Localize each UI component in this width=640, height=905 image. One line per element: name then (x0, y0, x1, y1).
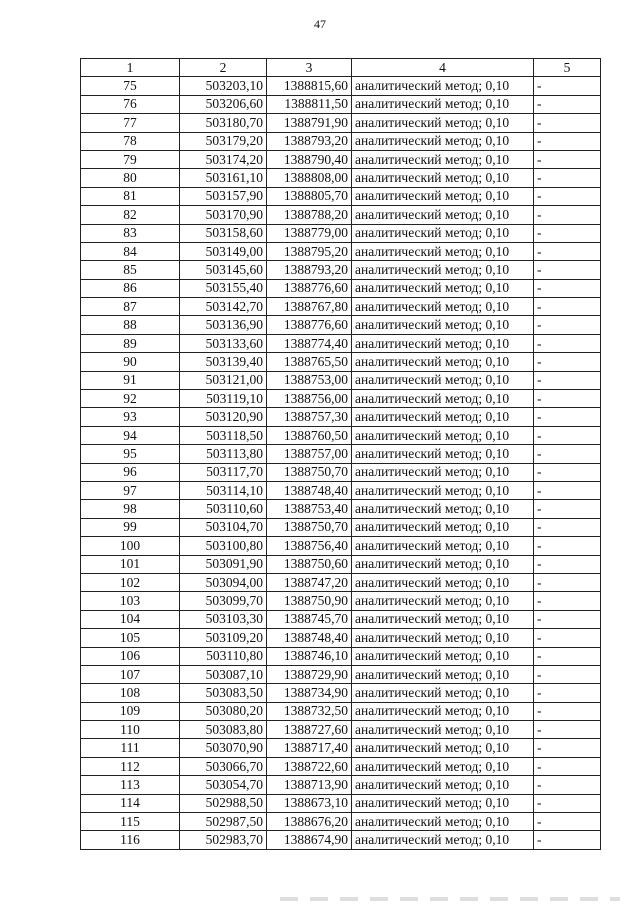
x-coordinate-cell: 503118,50 (180, 426, 267, 444)
y-coordinate-cell: 1388727,60 (267, 721, 352, 739)
method-cell: аналитический метод; 0,10 (352, 224, 534, 242)
x-coordinate-cell: 503110,60 (180, 500, 267, 518)
note-cell: - (534, 610, 601, 628)
point-number-cell: 110 (81, 721, 180, 739)
y-coordinate-cell: 1388753,00 (267, 371, 352, 389)
point-number-cell: 76 (81, 95, 180, 113)
x-coordinate-cell: 503104,70 (180, 518, 267, 536)
note-cell: - (534, 334, 601, 352)
note-cell: - (534, 150, 601, 168)
y-coordinate-cell: 1388765,50 (267, 353, 352, 371)
table-row (81, 463, 601, 481)
note-cell: - (534, 573, 601, 591)
table-row (81, 371, 601, 389)
point-number-cell: 77 (81, 114, 180, 132)
method-cell: аналитический метод; 0,10 (352, 187, 534, 205)
x-coordinate-cell: 502988,50 (180, 794, 267, 812)
table-row (81, 537, 601, 555)
x-coordinate-cell: 503121,00 (180, 371, 267, 389)
x-coordinate-cell: 503087,10 (180, 665, 267, 683)
table-row (81, 279, 601, 297)
note-cell: - (534, 371, 601, 389)
method-cell: аналитический метод; 0,10 (352, 371, 534, 389)
header-col-5: 5 (534, 59, 601, 77)
table-row (81, 169, 601, 187)
point-number-cell: 104 (81, 610, 180, 628)
note-cell: - (534, 481, 601, 499)
point-number-cell: 93 (81, 408, 180, 426)
point-number-cell: 115 (81, 813, 180, 831)
y-coordinate-cell: 1388791,90 (267, 114, 352, 132)
method-cell: аналитический метод; 0,10 (352, 242, 534, 260)
point-number-cell: 112 (81, 757, 180, 775)
coordinates-table (80, 58, 601, 850)
x-coordinate-cell: 503133,60 (180, 334, 267, 352)
note-cell: - (534, 537, 601, 555)
note-cell: - (534, 353, 601, 371)
method-cell: аналитический метод; 0,10 (352, 426, 534, 444)
point-number-cell: 90 (81, 353, 180, 371)
table-row (81, 242, 601, 260)
method-cell: аналитический метод; 0,10 (352, 408, 534, 426)
y-coordinate-cell: 1388790,40 (267, 150, 352, 168)
note-cell: - (534, 242, 601, 260)
table-row (81, 132, 601, 150)
x-coordinate-cell: 503110,80 (180, 647, 267, 665)
x-coordinate-cell: 503103,30 (180, 610, 267, 628)
y-coordinate-cell: 1388757,30 (267, 408, 352, 426)
note-cell: - (534, 776, 601, 794)
y-coordinate-cell: 1388793,20 (267, 132, 352, 150)
note-cell: - (534, 426, 601, 444)
point-number-cell: 98 (81, 500, 180, 518)
header-col-4: 4 (352, 59, 534, 77)
table-row (81, 776, 601, 794)
x-coordinate-cell: 503179,20 (180, 132, 267, 150)
note-cell: - (534, 463, 601, 481)
table-row (81, 334, 601, 352)
method-cell: аналитический метод; 0,10 (352, 610, 534, 628)
table-row (81, 316, 601, 334)
scan-artifact (280, 897, 620, 901)
method-cell: аналитический метод; 0,10 (352, 537, 534, 555)
table-row (81, 684, 601, 702)
table-row (81, 353, 601, 371)
point-number-cell: 92 (81, 390, 180, 408)
x-coordinate-cell: 503054,70 (180, 776, 267, 794)
y-coordinate-cell: 1388748,40 (267, 629, 352, 647)
x-coordinate-cell: 503155,40 (180, 279, 267, 297)
method-cell: аналитический метод; 0,10 (352, 702, 534, 720)
table-row (81, 224, 601, 242)
table-row (81, 445, 601, 463)
note-cell: - (534, 702, 601, 720)
note-cell: - (534, 279, 601, 297)
method-cell: аналитический метод; 0,10 (352, 298, 534, 316)
x-coordinate-cell: 503083,80 (180, 721, 267, 739)
method-cell: аналитический метод; 0,10 (352, 500, 534, 518)
y-coordinate-cell: 1388673,10 (267, 794, 352, 812)
y-coordinate-cell: 1388815,60 (267, 77, 352, 95)
note-cell: - (534, 813, 601, 831)
point-number-cell: 103 (81, 592, 180, 610)
method-cell: аналитический метод; 0,10 (352, 390, 534, 408)
y-coordinate-cell: 1388732,50 (267, 702, 352, 720)
x-coordinate-cell: 503114,10 (180, 481, 267, 499)
point-number-cell: 99 (81, 518, 180, 536)
y-coordinate-cell: 1388717,40 (267, 739, 352, 757)
note-cell: - (534, 665, 601, 683)
point-number-cell: 83 (81, 224, 180, 242)
method-cell: аналитический метод; 0,10 (352, 481, 534, 499)
method-cell: аналитический метод; 0,10 (352, 261, 534, 279)
point-number-cell: 82 (81, 206, 180, 224)
point-number-cell: 81 (81, 187, 180, 205)
y-coordinate-cell: 1388808,00 (267, 169, 352, 187)
y-coordinate-cell: 1388793,20 (267, 261, 352, 279)
method-cell: аналитический метод; 0,10 (352, 684, 534, 702)
y-coordinate-cell: 1388767,80 (267, 298, 352, 316)
table-body (81, 77, 601, 849)
x-coordinate-cell: 503206,60 (180, 95, 267, 113)
point-number-cell: 97 (81, 481, 180, 499)
point-number-cell: 96 (81, 463, 180, 481)
note-cell: - (534, 647, 601, 665)
method-cell: аналитический метод; 0,10 (352, 353, 534, 371)
table-row (81, 77, 601, 95)
point-number-cell: 105 (81, 629, 180, 647)
table-row (81, 757, 601, 775)
point-number-cell: 75 (81, 77, 180, 95)
method-cell: аналитический метод; 0,10 (352, 647, 534, 665)
table-row (81, 518, 601, 536)
note-cell: - (534, 114, 601, 132)
point-number-cell: 79 (81, 150, 180, 168)
note-cell: - (534, 298, 601, 316)
x-coordinate-cell: 503203,10 (180, 77, 267, 95)
x-coordinate-cell: 503174,20 (180, 150, 267, 168)
y-coordinate-cell: 1388756,40 (267, 537, 352, 555)
note-cell: - (534, 77, 601, 95)
header-col-2: 2 (180, 59, 267, 77)
x-coordinate-cell: 503161,10 (180, 169, 267, 187)
table-row (81, 150, 601, 168)
y-coordinate-cell: 1388750,60 (267, 555, 352, 573)
x-coordinate-cell: 503142,70 (180, 298, 267, 316)
x-coordinate-cell: 503119,10 (180, 390, 267, 408)
y-coordinate-cell: 1388747,20 (267, 573, 352, 591)
note-cell: - (534, 721, 601, 739)
x-coordinate-cell: 503149,00 (180, 242, 267, 260)
x-coordinate-cell: 503113,80 (180, 445, 267, 463)
header-col-1: 1 (81, 59, 180, 77)
x-coordinate-cell: 503066,70 (180, 757, 267, 775)
point-number-cell: 91 (81, 371, 180, 389)
note-cell: - (534, 95, 601, 113)
table-row (81, 555, 601, 573)
note-cell: - (534, 794, 601, 812)
table-row (81, 702, 601, 720)
point-number-cell: 107 (81, 665, 180, 683)
note-cell: - (534, 831, 601, 849)
table-row (81, 408, 601, 426)
y-coordinate-cell: 1388722,60 (267, 757, 352, 775)
point-number-cell: 111 (81, 739, 180, 757)
point-number-cell: 89 (81, 334, 180, 352)
method-cell: аналитический метод; 0,10 (352, 114, 534, 132)
point-number-cell: 80 (81, 169, 180, 187)
y-coordinate-cell: 1388713,90 (267, 776, 352, 794)
method-cell: аналитический метод; 0,10 (352, 316, 534, 334)
x-coordinate-cell: 503080,20 (180, 702, 267, 720)
point-number-cell: 86 (81, 279, 180, 297)
table-row (81, 610, 601, 628)
x-coordinate-cell: 502983,70 (180, 831, 267, 849)
table-row (81, 739, 601, 757)
point-number-cell: 88 (81, 316, 180, 334)
point-number-cell: 84 (81, 242, 180, 260)
point-number-cell: 85 (81, 261, 180, 279)
method-cell: аналитический метод; 0,10 (352, 592, 534, 610)
point-number-cell: 94 (81, 426, 180, 444)
x-coordinate-cell: 503117,70 (180, 463, 267, 481)
table-row (81, 573, 601, 591)
method-cell: аналитический метод; 0,10 (352, 739, 534, 757)
method-cell: аналитический метод; 0,10 (352, 169, 534, 187)
note-cell: - (534, 316, 601, 334)
method-cell: аналитический метод; 0,10 (352, 77, 534, 95)
y-coordinate-cell: 1388750,70 (267, 463, 352, 481)
y-coordinate-cell: 1388748,40 (267, 481, 352, 499)
table-row (81, 831, 601, 849)
method-cell: аналитический метод; 0,10 (352, 813, 534, 831)
point-number-cell: 101 (81, 555, 180, 573)
table-row (81, 426, 601, 444)
note-cell: - (534, 518, 601, 536)
x-coordinate-cell: 503091,90 (180, 555, 267, 573)
x-coordinate-cell: 502987,50 (180, 813, 267, 831)
y-coordinate-cell: 1388750,70 (267, 518, 352, 536)
x-coordinate-cell: 503139,40 (180, 353, 267, 371)
table-row (81, 114, 601, 132)
point-number-cell: 109 (81, 702, 180, 720)
y-coordinate-cell: 1388734,90 (267, 684, 352, 702)
table-row (81, 481, 601, 499)
note-cell: - (534, 757, 601, 775)
x-coordinate-cell: 503100,80 (180, 537, 267, 555)
y-coordinate-cell: 1388756,00 (267, 390, 352, 408)
table-row (81, 187, 601, 205)
y-coordinate-cell: 1388760,50 (267, 426, 352, 444)
x-coordinate-cell: 503145,60 (180, 261, 267, 279)
y-coordinate-cell: 1388746,10 (267, 647, 352, 665)
page-number: 47 (314, 17, 326, 31)
x-coordinate-cell: 503099,70 (180, 592, 267, 610)
point-number-cell: 108 (81, 684, 180, 702)
y-coordinate-cell: 1388674,90 (267, 831, 352, 849)
method-cell: аналитический метод; 0,10 (352, 555, 534, 573)
method-cell: аналитический метод; 0,10 (352, 831, 534, 849)
note-cell: - (534, 132, 601, 150)
header-col-3: 3 (267, 59, 352, 77)
point-number-cell: 114 (81, 794, 180, 812)
method-cell: аналитический метод; 0,10 (352, 95, 534, 113)
note-cell: - (534, 169, 601, 187)
x-coordinate-cell: 503109,20 (180, 629, 267, 647)
note-cell: - (534, 739, 601, 757)
table-row (81, 592, 601, 610)
point-number-cell: 102 (81, 573, 180, 591)
table-row (81, 721, 601, 739)
method-cell: аналитический метод; 0,10 (352, 206, 534, 224)
y-coordinate-cell: 1388753,40 (267, 500, 352, 518)
y-coordinate-cell: 1388788,20 (267, 206, 352, 224)
method-cell: аналитический метод; 0,10 (352, 665, 534, 683)
y-coordinate-cell: 1388811,50 (267, 95, 352, 113)
y-coordinate-cell: 1388795,20 (267, 242, 352, 260)
note-cell: - (534, 592, 601, 610)
x-coordinate-cell: 503157,90 (180, 187, 267, 205)
method-cell: аналитический метод; 0,10 (352, 445, 534, 463)
note-cell: - (534, 206, 601, 224)
note-cell: - (534, 684, 601, 702)
note-cell: - (534, 187, 601, 205)
x-coordinate-cell: 503180,70 (180, 114, 267, 132)
table-header-row (81, 59, 601, 77)
method-cell: аналитический метод; 0,10 (352, 279, 534, 297)
y-coordinate-cell: 1388676,20 (267, 813, 352, 831)
method-cell: аналитический метод; 0,10 (352, 132, 534, 150)
y-coordinate-cell: 1388774,40 (267, 334, 352, 352)
table-row (81, 261, 601, 279)
point-number-cell: 113 (81, 776, 180, 794)
point-number-cell: 116 (81, 831, 180, 849)
y-coordinate-cell: 1388729,90 (267, 665, 352, 683)
y-coordinate-cell: 1388745,70 (267, 610, 352, 628)
table-row (81, 629, 601, 647)
note-cell: - (534, 500, 601, 518)
x-coordinate-cell: 503083,50 (180, 684, 267, 702)
note-cell: - (534, 408, 601, 426)
note-cell: - (534, 555, 601, 573)
method-cell: аналитический метод; 0,10 (352, 334, 534, 352)
method-cell: аналитический метод; 0,10 (352, 518, 534, 536)
note-cell: - (534, 629, 601, 647)
point-number-cell: 100 (81, 537, 180, 555)
method-cell: аналитический метод; 0,10 (352, 721, 534, 739)
x-coordinate-cell: 503158,60 (180, 224, 267, 242)
point-number-cell: 95 (81, 445, 180, 463)
method-cell: аналитический метод; 0,10 (352, 150, 534, 168)
point-number-cell: 106 (81, 647, 180, 665)
table-row (81, 206, 601, 224)
y-coordinate-cell: 1388757,00 (267, 445, 352, 463)
x-coordinate-cell: 503136,90 (180, 316, 267, 334)
method-cell: аналитический метод; 0,10 (352, 629, 534, 647)
table-row (81, 298, 601, 316)
table-row (81, 500, 601, 518)
note-cell: - (534, 445, 601, 463)
method-cell: аналитический метод; 0,10 (352, 776, 534, 794)
y-coordinate-cell: 1388779,00 (267, 224, 352, 242)
y-coordinate-cell: 1388776,60 (267, 279, 352, 297)
note-cell: - (534, 224, 601, 242)
note-cell: - (534, 390, 601, 408)
point-number-cell: 78 (81, 132, 180, 150)
x-coordinate-cell: 503094,00 (180, 573, 267, 591)
y-coordinate-cell: 1388805,70 (267, 187, 352, 205)
x-coordinate-cell: 503170,90 (180, 206, 267, 224)
table-row (81, 794, 601, 812)
method-cell: аналитический метод; 0,10 (352, 573, 534, 591)
y-coordinate-cell: 1388776,60 (267, 316, 352, 334)
table-row (81, 95, 601, 113)
table-row (81, 390, 601, 408)
table-row (81, 813, 601, 831)
x-coordinate-cell: 503120,90 (180, 408, 267, 426)
note-cell: - (534, 261, 601, 279)
method-cell: аналитический метод; 0,10 (352, 757, 534, 775)
method-cell: аналитический метод; 0,10 (352, 794, 534, 812)
table-row (81, 647, 601, 665)
table-row (81, 665, 601, 683)
point-number-cell: 87 (81, 298, 180, 316)
method-cell: аналитический метод; 0,10 (352, 463, 534, 481)
x-coordinate-cell: 503070,90 (180, 739, 267, 757)
y-coordinate-cell: 1388750,90 (267, 592, 352, 610)
